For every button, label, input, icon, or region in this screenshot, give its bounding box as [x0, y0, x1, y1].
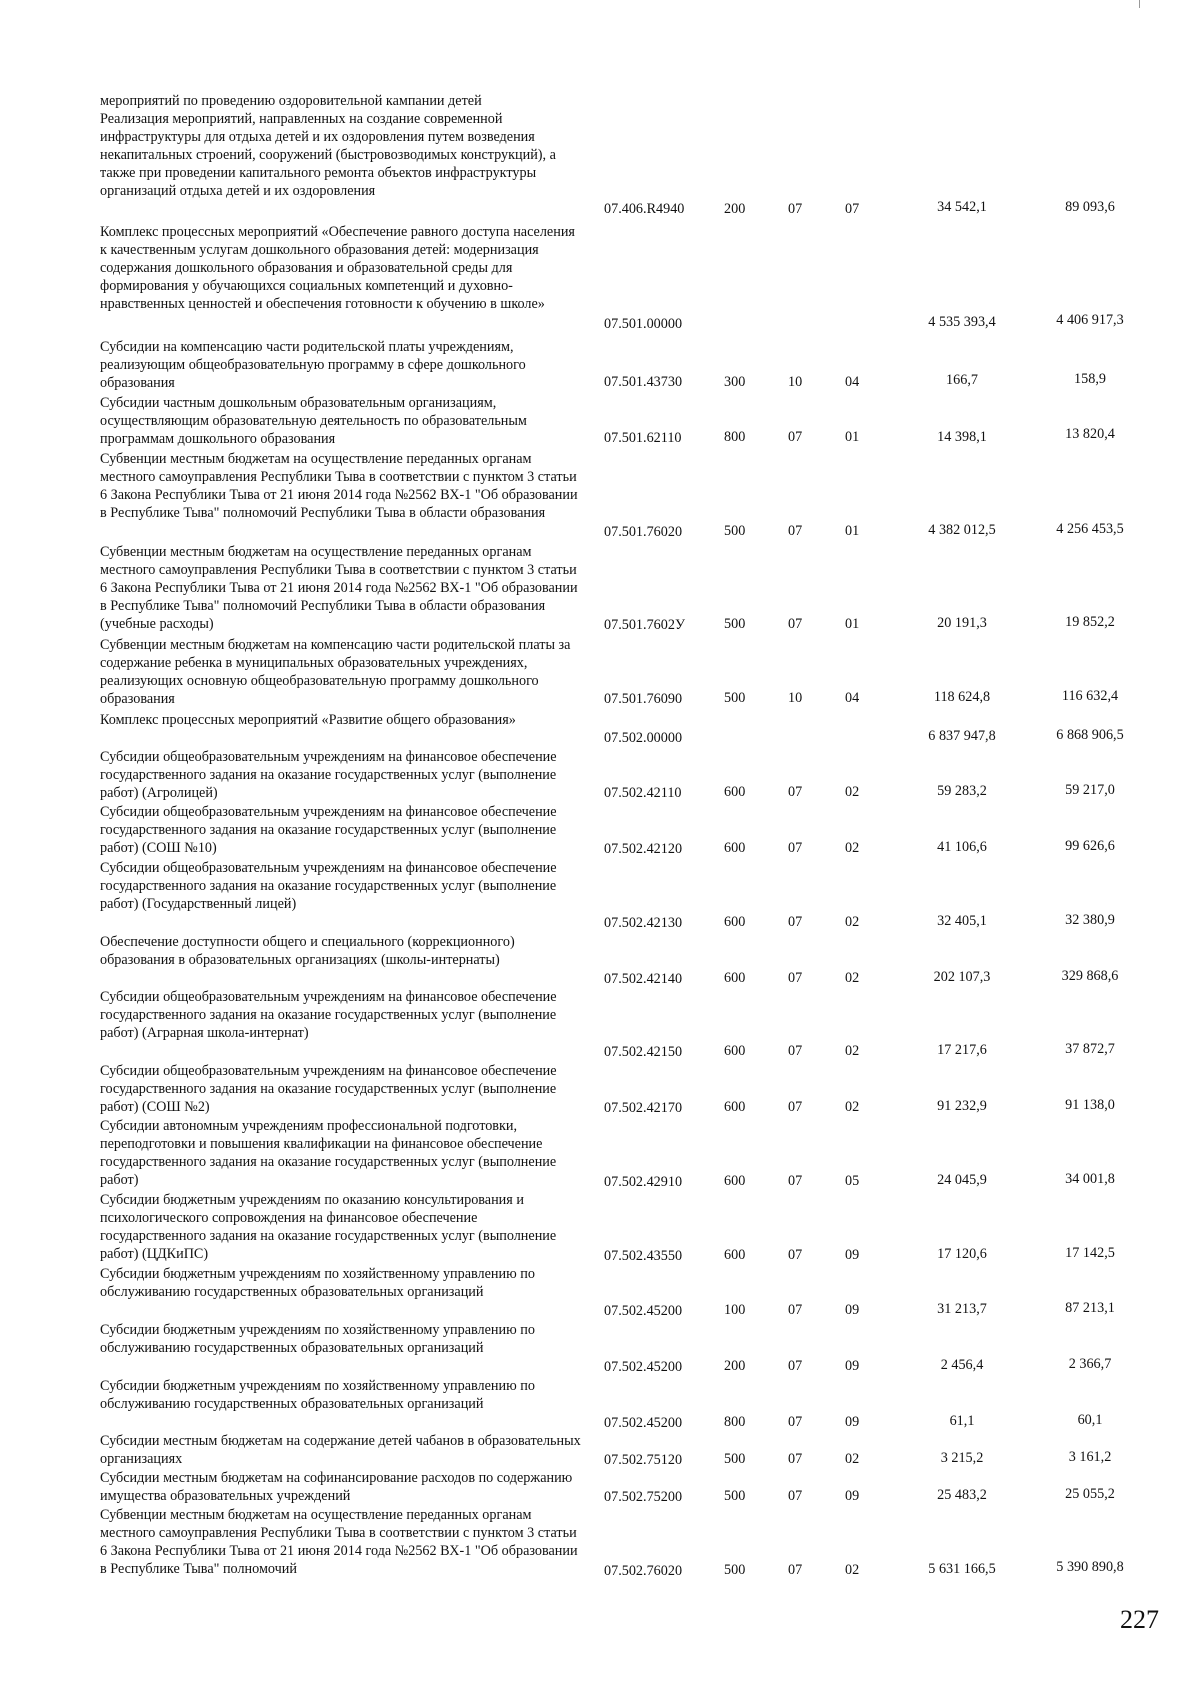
amount-year-1: 91 232,9	[937, 1098, 987, 1114]
expense-type: 500	[724, 1451, 746, 1467]
expense-type: 500	[724, 1562, 746, 1578]
row-description: Субсидии общеобразовательным учреждениям на финансовое обеспечение государственного задания на оказание государственных услуг (выполнение работ) (Агролицей)	[100, 749, 557, 801]
target-article-code: 07.502.42140	[604, 971, 683, 987]
amount-year-2: 87 213,1	[1065, 1300, 1115, 1316]
target-article-code: 07.502.42150	[604, 1044, 683, 1060]
expense-type: 500	[724, 616, 746, 632]
amount-year-1: 2 456,4	[940, 1357, 984, 1373]
section: 07	[788, 970, 803, 986]
subsection: 04	[845, 374, 860, 390]
section: 07	[788, 201, 803, 217]
section: 07	[788, 429, 803, 445]
section: 07	[788, 1043, 803, 1059]
subsection: 02	[845, 970, 860, 986]
target-article-code: 07.501.62110	[604, 430, 682, 446]
target-article-code: 07.502.42910	[604, 1174, 683, 1190]
expense-type: 800	[724, 1414, 746, 1430]
target-article-code: 07.501.76090	[604, 691, 683, 707]
amount-year-2: 13 820,4	[1065, 426, 1115, 442]
amount-year-2: 5 390 890,8	[1056, 1559, 1124, 1575]
amount-year-1: 202 107,3	[933, 969, 991, 985]
subsection: 09	[845, 1488, 860, 1504]
expense-type: 500	[724, 523, 746, 539]
section: 07	[788, 616, 803, 632]
expense-type: 600	[724, 784, 746, 800]
section: 07	[788, 1451, 803, 1467]
row-description: Субсидии бюджетным учреждениям по хозяйственному управлению по обслуживанию государственных образовательных организаций	[100, 1378, 535, 1412]
amount-year-1: 31 213,7	[937, 1301, 987, 1317]
amount-year-2: 329 868,6	[1061, 968, 1119, 984]
amount-year-1: 61,1	[949, 1413, 975, 1429]
row-description: Субсидии бюджетным учреждениям по оказанию консультирования и психологического сопровождения на финансовое обеспечение государственного задания на оказание государственных услуг (выполнение работ) (ЦДКиПС)	[100, 1192, 557, 1262]
expense-type: 500	[724, 690, 746, 706]
subsection: 04	[845, 690, 860, 706]
amount-year-1: 34 542,1	[937, 199, 987, 215]
expense-type: 600	[724, 970, 746, 986]
amount-year-1: 25 483,2	[937, 1487, 987, 1503]
subsection: 01	[845, 523, 860, 539]
amount-year-2: 6 868 906,5	[1056, 727, 1124, 743]
amount-year-1: 166,7	[946, 372, 978, 388]
subsection: 09	[845, 1414, 860, 1430]
subsection: 02	[845, 1562, 860, 1578]
amount-year-2: 3 161,2	[1068, 1449, 1112, 1465]
row-description: Субсидии бюджетным учреждениям по хозяйственному управлению по обслуживанию государственных образовательных организаций	[100, 1322, 535, 1356]
target-article-code: 07.502.42130	[604, 915, 683, 931]
subsection: 02	[845, 1099, 860, 1115]
amount-year-2: 25 055,2	[1065, 1486, 1115, 1502]
expense-type: 100	[724, 1302, 746, 1318]
subsection: 09	[845, 1302, 860, 1318]
target-article-code: 07.501.00000	[604, 316, 683, 332]
amount-year-1: 32 405,1	[937, 913, 987, 929]
target-article-code: 07.502.00000	[604, 730, 683, 746]
target-article-code: 07.406.R4940	[604, 201, 685, 217]
row-description: Субсидии общеобразовательным учреждениям на финансовое обеспечение государственного задания на оказание государственных услуг (выполнение работ) (Аграрная школа-интернат)	[100, 989, 557, 1041]
target-article-code: 07.502.45200	[604, 1415, 683, 1431]
subsection: 02	[845, 1451, 860, 1467]
row-description: Комплекс процессных мероприятий «Обеспечение равного доступа населения к качественным услугам дошкольного образования детей: модернизация содержания дошкольного образования и образовательной среды для формирования у обучающихся социальных компетенций и духовно-нравственных ценностей и обеспечения готовности к обучению в школе»	[100, 224, 575, 312]
row-description: Субвенции местным бюджетам на осуществление переданных органам местного самоуправления Республики Тыва в соответствии с пунктом 3 статьи 6 Закона Республики Тыва от 21 июня 2014 года №2562 ВХ-1 "Об образовании в Республике Тыва" полномочий Республики Тыва в области образования	[100, 451, 578, 521]
section: 07	[788, 1247, 803, 1263]
amount-year-2: 4 256 453,5	[1056, 521, 1124, 537]
expense-type: 200	[724, 201, 746, 217]
subsection: 07	[845, 201, 860, 217]
section: 07	[788, 1302, 803, 1318]
row-description: Субсидии на компенсацию части родительской платы учреждениям, реализующим общеобразовательную программу в сфере дошкольного образования	[100, 339, 526, 391]
section: 07	[788, 1562, 803, 1578]
amount-year-2: 60,1	[1077, 1412, 1103, 1428]
section: 07	[788, 914, 803, 930]
amount-year-1: 4 535 393,4	[928, 314, 996, 330]
amount-year-2: 17 142,5	[1065, 1245, 1115, 1261]
amount-year-2: 34 001,8	[1065, 1171, 1115, 1187]
scan-mark	[1139, 0, 1140, 8]
expense-type: 300	[724, 374, 746, 390]
expense-type: 200	[724, 1358, 746, 1374]
section: 10	[788, 374, 803, 390]
amount-year-2: 158,9	[1074, 371, 1106, 387]
amount-year-2: 19 852,2	[1065, 614, 1115, 630]
amount-year-2: 37 872,7	[1065, 1041, 1115, 1057]
amount-year-1: 3 215,2	[940, 1450, 984, 1466]
target-article-code: 07.502.76020	[604, 1563, 683, 1579]
amount-year-1: 17 120,6	[937, 1246, 987, 1262]
section: 07	[788, 840, 803, 856]
amount-year-1: 4 382 012,5	[928, 522, 996, 538]
target-article-code: 07.501.7602У	[604, 617, 685, 633]
amount-year-1: 6 837 947,8	[928, 728, 996, 744]
subsection: 01	[845, 429, 860, 445]
subsection: 02	[845, 1043, 860, 1059]
amount-year-2: 89 093,6	[1065, 199, 1115, 215]
row-description: Субсидии местным бюджетам на софинансирование расходов по содержанию имущества образовательных учреждений	[100, 1470, 573, 1504]
row-description: Субсидии общеобразовательным учреждениям на финансовое обеспечение государственного задания на оказание государственных услуг (выполнение работ) (Государственный лицей)	[100, 860, 557, 912]
amount-year-1: 118 624,8	[933, 689, 991, 705]
row-description: Комплекс процессных мероприятий «Развитие общего образования»	[100, 712, 516, 728]
expense-type: 600	[724, 840, 746, 856]
row-description: Субсидии частным дошкольным образовательным организациям, осуществляющим образовательную деятельность по образовательным программам дошкольного образования	[100, 395, 527, 447]
amount-year-2: 91 138,0	[1065, 1097, 1115, 1113]
expense-type: 600	[724, 1173, 746, 1189]
page-number: 227	[1120, 1605, 1159, 1634]
row-description: Субсидии общеобразовательным учреждениям на финансовое обеспечение государственного задания на оказание государственных услуг (выполнение работ) (СОШ №10)	[100, 804, 557, 856]
subsection: 09	[845, 1358, 860, 1374]
expense-type: 500	[724, 1488, 746, 1504]
amount-year-1: 59 283,2	[937, 783, 987, 799]
subsection: 05	[845, 1173, 860, 1189]
subsection: 02	[845, 914, 860, 930]
amount-year-2: 59 217,0	[1065, 782, 1115, 798]
subsection: 02	[845, 840, 860, 856]
section: 10	[788, 690, 803, 706]
section: 07	[788, 784, 803, 800]
subsection: 01	[845, 616, 860, 632]
target-article-code: 07.502.75120	[604, 1452, 683, 1468]
section: 07	[788, 523, 803, 539]
expense-type: 600	[724, 1043, 746, 1059]
target-article-code: 07.502.42170	[604, 1100, 683, 1116]
target-article-code: 07.501.76020	[604, 524, 683, 540]
row-description: Субсидии местным бюджетам на содержание детей чабанов в образовательных организациях	[100, 1433, 581, 1467]
section: 07	[788, 1099, 803, 1115]
amount-year-1: 5 631 166,5	[928, 1561, 996, 1577]
row-description: Субсидии бюджетным учреждениям по хозяйственному управлению по обслуживанию государственных образовательных организаций	[100, 1266, 535, 1300]
row-description: мероприятий по проведению оздоровительной кампании детей	[100, 93, 482, 109]
amount-year-2: 4 406 917,3	[1056, 312, 1124, 328]
row-description: Обеспечение доступности общего и специального (коррекционного) образования в образовательных организациях (школы-интернаты)	[100, 934, 515, 968]
expense-type: 600	[724, 1099, 746, 1115]
amount-year-1: 17 217,6	[937, 1042, 987, 1058]
row-description: Субвенции местным бюджетам на осуществление переданных органам местного самоуправления Республики Тыва в соответствии с пунктом 3 статьи 6 Закона Республики Тыва от 21 июня 2014 года №2562 ВХ-1 "Об образовании в Республике Тыва" полномочий	[100, 1507, 578, 1577]
subsection: 09	[845, 1247, 860, 1263]
amount-year-1: 14 398,1	[937, 429, 987, 445]
amount-year-2: 2 366,7	[1068, 1356, 1112, 1372]
target-article-code: 07.502.75200	[604, 1489, 683, 1505]
section: 07	[788, 1414, 803, 1430]
expense-type: 600	[724, 914, 746, 930]
target-article-code: 07.502.45200	[604, 1359, 683, 1375]
amount-year-2: 99 626,6	[1065, 838, 1115, 854]
expense-type: 600	[724, 1247, 746, 1263]
row-description: Субвенции местным бюджетам на компенсацию части родительской платы за содержание ребенка в муниципальных образовательных учреждениях, реализующих основную общеобразовательную программу дошкольного образования	[100, 637, 571, 707]
subsection: 02	[845, 784, 860, 800]
target-article-code: 07.501.43730	[604, 374, 683, 390]
section: 07	[788, 1358, 803, 1374]
section: 07	[788, 1488, 803, 1504]
amount-year-1: 24 045,9	[937, 1172, 987, 1188]
target-article-code: 07.502.42120	[604, 841, 683, 857]
section: 07	[788, 1173, 803, 1189]
amount-year-1: 41 106,6	[937, 839, 987, 855]
target-article-code: 07.502.43550	[604, 1248, 683, 1264]
row-description: Реализация мероприятий, направленных на создание современной инфраструктуры для отдыха детей и их оздоровления путем возведения некапитальных строений, сооружений (быстровозводимых конструкций), а также при проведении капитального ремонта объектов инфраструктуры организаций отдыха детей и их оздоровления	[100, 111, 556, 199]
target-article-code: 07.502.42110	[604, 785, 682, 801]
row-description: Субсидии общеобразовательным учреждениям на финансовое обеспечение государственного задания на оказание государственных услуг (выполнение работ) (СОШ №2)	[100, 1063, 557, 1115]
amount-year-1: 20 191,3	[937, 615, 987, 631]
row-description: Субвенции местным бюджетам на осуществление переданных органам местного самоуправления Республики Тыва в соответствии с пунктом 3 статьи 6 Закона Республики Тыва от 21 июня 2014 года №2562 ВХ-1 "Об образовании в Республике Тыва" полномочий Республики Тыва в области образования (учебные расходы)	[100, 544, 578, 632]
target-article-code: 07.502.45200	[604, 1303, 683, 1319]
row-description: Субсидии автономным учреждениям профессиональной подготовки, переподготовки и повышения квалификации на финансовое обеспечение государственного задания на оказание государственных услуг (выполнение работ)	[100, 1118, 557, 1188]
expense-type: 800	[724, 429, 746, 445]
amount-year-2: 32 380,9	[1065, 912, 1115, 928]
amount-year-2: 116 632,4	[1061, 688, 1119, 704]
